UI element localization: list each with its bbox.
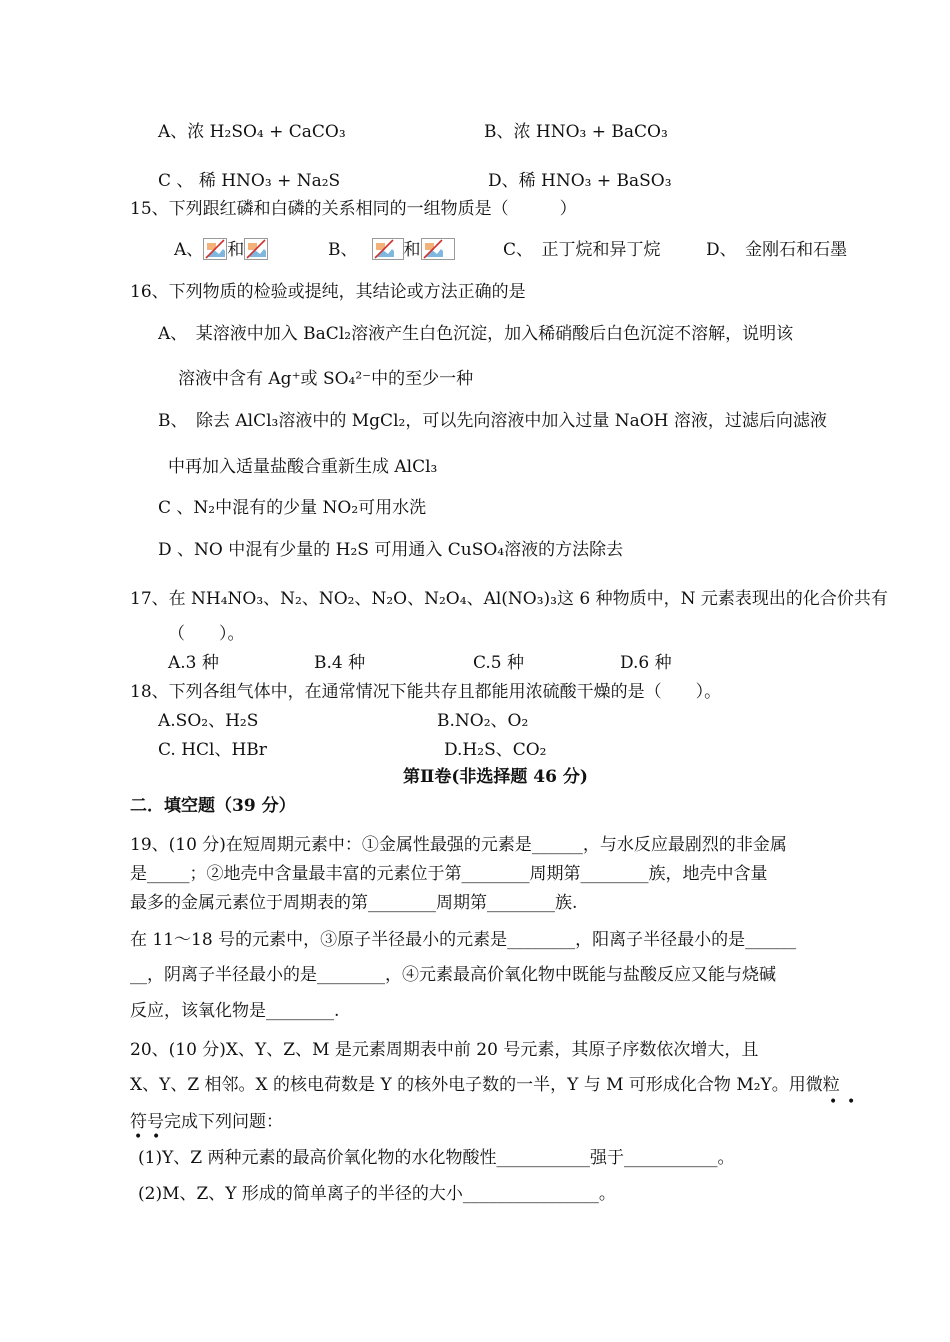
q15-option-b-join: 和 [403, 240, 421, 260]
q16-option-d: D 、NO 中混有少量的 H₂S 可用通入 CuSO₄溶液的方法除去 [158, 540, 624, 560]
q15-stem: 15、下列跟红磷和白磷的关系相同的一组物质是（ ） [130, 199, 577, 219]
q19-line1: 19、(10 分)在短周期元素中：①金属性最强的元素是______，与水反应最剧烈的非金属 [130, 835, 787, 855]
q20-subquestion-1: (1)Y、Z 两种元素的最高价氧化物的水化物酸性___________强于___________。 [138, 1148, 735, 1168]
q16-stem: 16、下列物质的检验或提纯，其结论或方法正确的是 [130, 282, 526, 302]
broken-image-icon [244, 238, 268, 260]
section-2-title: 第Ⅱ卷(非选择题 46 分) [403, 767, 588, 787]
emphasis-dot: • [847, 1094, 856, 1110]
q16-option-a-line1: A、 某溶液中加入 BaCl₂溶液产生白色沉淀，加入稀硝酸后白色沉淀不溶解，说明该 [158, 324, 794, 344]
q19-line4: 在 11～18 号的元素中，③原子半径最小的元素是________，阳离子半径最小的是______ [130, 930, 797, 950]
q14-option-c: C 、 稀 HNO₃ + Na₂S [158, 171, 341, 191]
q20-line1: 20、(10 分)X、Y、Z、M 是元素周期表中前 20 号元素，其原子序数依次增大，且 [130, 1040, 759, 1060]
q17-option-a: A.3 种 [168, 653, 219, 673]
q14-option-d: D、稀 HNO₃ + BaSO₃ [488, 171, 672, 191]
q16-option-b-line1: B、 除去 AlCl₃溶液中的 MgCl₂，可以先向溶液中加入过量 NaOH 溶液，过滤后向滤液 [158, 411, 827, 431]
q17-stem: 17、在 NH₄NO₃、N₂、NO₂、N₂O、N₂O₄、Al(NO₃)₃这 6 种物质中，N 元素表现出的化合价共有 [130, 589, 888, 609]
emphasis-dot: • [829, 1094, 838, 1110]
q17-blank: （ ）。 [168, 624, 245, 644]
q14-option-a: A、浓 H₂SO₄ + CaCO₃ [158, 122, 346, 142]
part-2-title: 二．填空题（39 分） [130, 796, 296, 816]
q15-option-a-label: A、 [174, 240, 204, 260]
broken-image-icon [421, 238, 455, 260]
q15-option-a-join: 和 [227, 240, 245, 260]
q18-option-d: D.H₂S、CO₂ [444, 740, 547, 760]
emphasis-dot: • [134, 1129, 143, 1145]
q19-line2: 是_____；②地壳中含量最丰富的元素位于第________周期第________族，地壳中含量 [130, 864, 768, 884]
q15-option-b-label: B、 [328, 240, 358, 260]
broken-image-icon [203, 238, 227, 260]
q17-option-d: D.6 种 [620, 653, 672, 673]
q15-option-b [328, 238, 455, 262]
q16-option-b-line2: 中再加入适量盐酸合重新生成 AlCl₃ [168, 457, 438, 477]
broken-image-icon [372, 238, 404, 260]
q14-option-b: B、浓 HNO₃ + BaCO₃ [484, 122, 668, 142]
q18-option-a: A.SO₂、H₂S [158, 711, 259, 731]
q20-line3: 符号完成下列问题： [130, 1112, 283, 1132]
q18-option-b: B.NO₂、O₂ [437, 711, 529, 731]
q19-line6: 反应，该氧化物是________. [130, 1001, 340, 1021]
q18-option-c: C. HCl、HBr [158, 740, 267, 760]
q15-option-a [174, 238, 268, 262]
q16-option-c: C 、N₂中混有的少量 NO₂可用水洗 [158, 498, 427, 518]
q17-option-c: C.5 种 [473, 653, 525, 673]
q18-stem: 18、下列各组气体中，在通常情况下能共存且都能用浓硫酸干燥的是（ ）。 [130, 682, 722, 702]
q19-line5: __，阴离子半径最小的是________，④元素最高价氧化物中既能与盐酸反应又能与烧碱 [130, 965, 776, 985]
q15-option-c: C、 正丁烷和异丁烷 [503, 240, 661, 260]
q19-line3: 最多的金属元素位于周期表的第________周期第________族. [130, 893, 578, 913]
q17-option-b: B.4 种 [314, 653, 366, 673]
q20-line2: X、Y、Z 相邻。X 的核电荷数是 Y 的核外电子数的一半，Y 与 M 可形成化合物 M₂Y。用微粒 [130, 1075, 840, 1095]
q16-option-a-line2: 溶液中含有 Ag⁺或 SO₄²⁻中的至少一种 [178, 369, 474, 389]
q20-subquestion-2: (2)M、Z、Y 形成的简单离子的半径的大小________________。 [138, 1184, 616, 1204]
q15-option-d: D、 金刚石和石墨 [706, 240, 848, 260]
emphasis-dot: • [152, 1129, 161, 1145]
